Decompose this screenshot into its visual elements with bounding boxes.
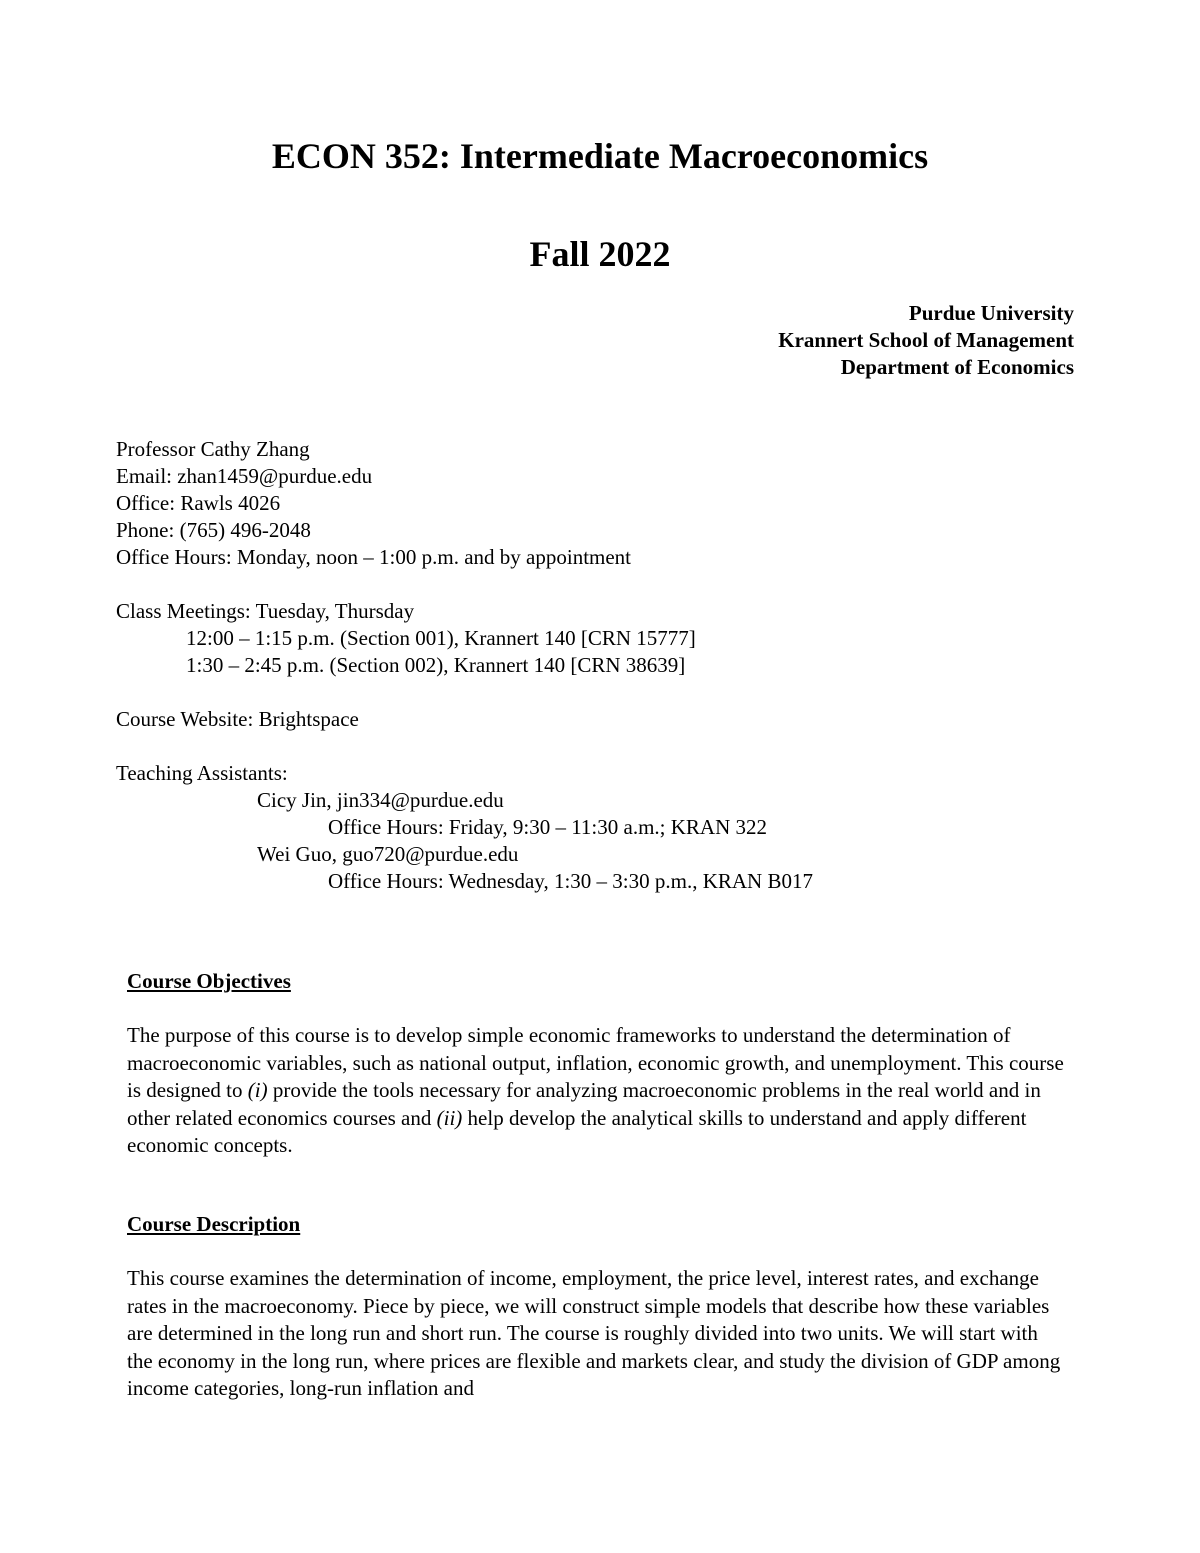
ta-office-hours-1: Office Hours: Friday, 9:30 – 11:30 a.m.; KRAN 322: [328, 815, 768, 839]
course-description-heading: Course Description: [127, 1212, 301, 1236]
course-objectives-section: [127, 968, 1067, 1160]
professor-phone: Phone: (765) 496-2048: [116, 518, 311, 542]
meeting-section-001: 12:00 – 1:15 p.m. (Section 001), Krannert 140 [CRN 15777]: [186, 626, 696, 650]
course-objectives-text: [127, 1022, 1067, 1160]
ta-name-2: Wei Guo, guo720@purdue.edu: [257, 842, 519, 866]
course-title: ECON 352: Intermediate Macroeconomics: [271, 136, 929, 176]
objectives-text-part-3: help develop the analytical skills to understand and apply different economic concepts.: [127, 1105, 1027, 1157]
ta-name-1: Cicy Jin, jin334@purdue.edu: [257, 788, 504, 812]
term-title: Fall 2022: [529, 234, 671, 274]
teaching-assistants-block: [116, 760, 813, 895]
meeting-section-002: 1:30 – 2:45 p.m. (Section 002), Krannert 140 [CRN 38639]: [186, 653, 686, 677]
objectives-marker-ii: (ii): [436, 1105, 463, 1130]
school-name: Krannert School of Management: [778, 328, 1074, 352]
course-objectives-heading: Course Objectives: [127, 969, 291, 993]
professor-email: Email: zhan1459@purdue.edu: [116, 464, 373, 488]
objectives-text-part-2: provide the tools necessary for analyzing macroeconomic problems in the real world and in other related economics courses and: [127, 1078, 1041, 1130]
class-meetings-block: [116, 598, 696, 679]
course-website: Course Website: Brightspace: [116, 707, 359, 731]
professor-name: Professor Cathy Zhang: [116, 437, 310, 461]
teaching-assistants-label: Teaching Assistants:: [116, 761, 288, 785]
course-website-block: [116, 706, 359, 733]
contact-block: [116, 436, 631, 571]
class-meetings-label: Class Meetings: Tuesday, Thursday: [116, 599, 415, 623]
ta-office-hours-2: Office Hours: Wednesday, 1:30 – 3:30 p.m., KRAN B017: [328, 869, 813, 893]
professor-office-hours: Office Hours: Monday, noon – 1:00 p.m. and by appointment: [116, 545, 632, 569]
professor-office: Office: Rawls 4026: [116, 491, 281, 515]
objectives-text-part-1: The purpose of this course is to develop simple economic frameworks to understand the determination of macroeconomic variables, such as national output, inflation, economic growth, and unemployment. This course is designed to: [127, 1023, 1064, 1102]
course-description-text: This course examines the determination of income, employment, the price level, interest rates, and exchange rates in the macroeconomy. Piece by piece, we will construct simple models that describe how these variables are determined in the long run and short run. The course is roughly divided into two units. We will start with the economy in the long run, where prices are flexible and markets clear, and study the division of GDP among income categories, long-run inflation and: [127, 1266, 1061, 1400]
institution-block: [778, 300, 1074, 381]
objectives-marker-i: (i): [247, 1078, 268, 1102]
course-description-section: [127, 1211, 1067, 1403]
university-name: Purdue University: [908, 301, 1074, 325]
department-name: Department of Economics: [840, 355, 1074, 379]
